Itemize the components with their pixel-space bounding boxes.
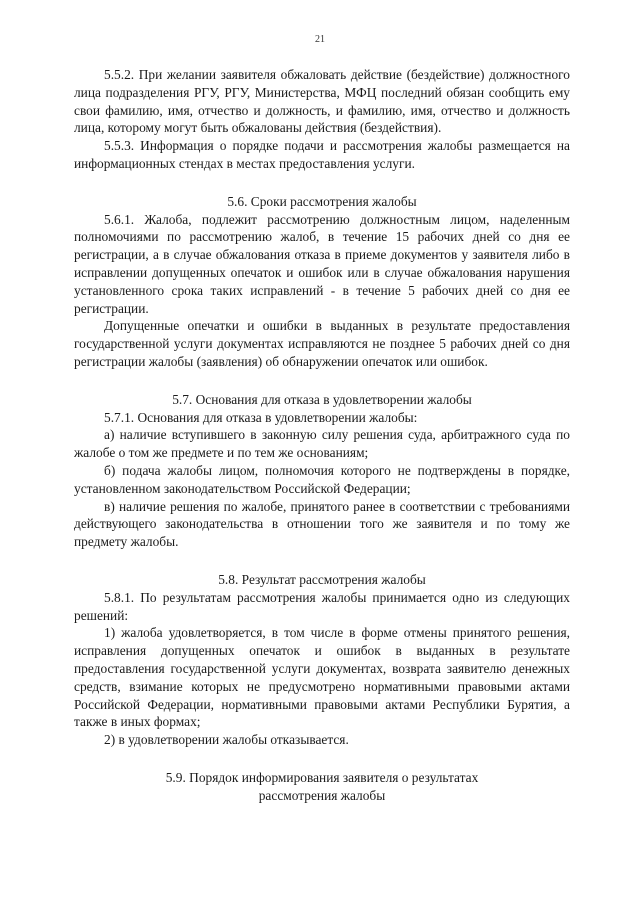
paragraph-5-7-1-c: в) наличие решения по жалобе, принятого ранее в соответствии с требованиями действующего законодательства в отношении того же заявителя и по тому же предмету жалобы. (74, 498, 570, 550)
paragraph-5-5-2: 5.5.2. При желании заявителя обжаловать действие (бездействие) должностного лица подразделения РГУ, РГУ, Министерства, МФЦ последний обязан сообщить ему свои фамилию, имя, отчество и должность, и фамилию, имя, отчество и должность лица, которому могут быть обжалованы действия (бездействия). (74, 67, 570, 136)
section-gap (74, 749, 570, 769)
paragraph-5-8-1-item-2: 2) в удовлетворении жалобы отказывается. (104, 732, 349, 748)
section-gap (74, 371, 570, 391)
section-heading-5-8: 5.8. Результат рассмотрения жалобы (218, 571, 426, 587)
paragraph-5-7-1: 5.7.1. Основания для отказа в удовлетворении жалобы: (104, 409, 418, 425)
paragraph-5-8-1-item-1: 1) жалоба удовлетворяется, в том числе в форме отмены принятого решения, исправления допущенных опечаток и ошибок в выданных в результате предоставления государственной услуги документах, возврата заявителю денежных средств, взимание которых не предусмотрено нормативными правовыми актами Российской Федерации, нормативными правовыми актами Республики Бурятия, а также в иных формах; (74, 625, 570, 730)
section-heading-5-6: 5.6. Сроки рассмотрения жалобы (227, 193, 417, 209)
paragraph-5-6-1: 5.6.1. Жалоба, подлежит рассмотрению должностным лицом, наделенным полномочиями по рассмотрению жалоб, в течение 15 рабочих дней со дня ее регистрации, а в случае обжалования отказа в приеме документов у заявителя либо в исправлении допущенных опечаток и ошибок или в случае обжалования нарушения установленного срока таких исправлений - в течение 5 рабочих дней со дня ее регистрации. (74, 211, 570, 316)
section-heading-5-9-line-1: 5.9. Порядок информирования заявителя о результатах (165, 769, 479, 785)
paragraph-5-5-3: 5.5.3. Информация о порядке подачи и рассмотрения жалобы размещается на информационных стендах в местах предоставления услуги. (74, 138, 570, 171)
paragraph-5-7-1-a: а) наличие вступившего в законную силу решения суда, арбитражного суда по жалобе о том же предмете и по тем же основаниям; (74, 427, 570, 461)
section-heading-5-9-line-2: рассмотрения жалобы (258, 787, 386, 803)
paragraph-5-7-1-b: б) подача жалобы лицом, полномочия которого не подтверждены в порядке, установленном законодательством Российской Федерации; (74, 462, 570, 496)
section-heading-5-7: 5.7. Основания для отказа в удовлетворении жалобы (172, 391, 472, 407)
paragraph-typos-correction: Допущенные опечатки и ошибки в выданных в результате предоставления государственной услуги документах исправляются не позднее 5 рабочих дней со дня регистрации жалобы (заявления) об обнаружении опечаток или ошибок. (74, 318, 570, 369)
paragraph-5-8-1: 5.8.1. По результатам рассмотрения жалобы принимается одно из следующих решений: (74, 589, 570, 623)
document-body (74, 66, 570, 804)
section-gap (74, 173, 570, 193)
page-number: 21 (315, 34, 325, 45)
section-gap (74, 551, 570, 571)
